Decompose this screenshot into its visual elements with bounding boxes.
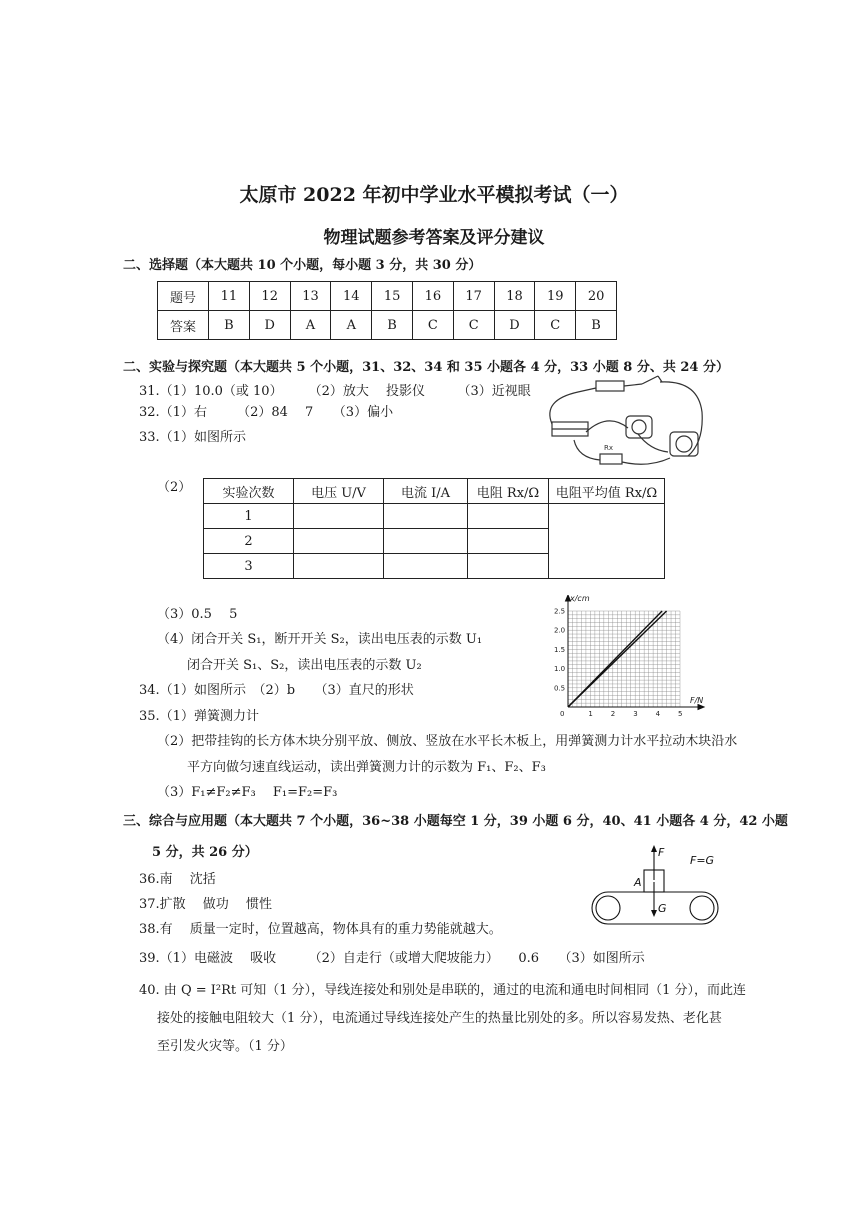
circuit-wire <box>624 384 642 386</box>
circuit-diagram <box>538 372 710 472</box>
x-tick-label: 4 <box>655 710 661 718</box>
question-number: 19 <box>535 282 576 311</box>
empty-cell <box>294 554 384 579</box>
answer-table <box>157 281 617 340</box>
section3-heading-a: 三、综合与应用题（本大题共 7 个小题，36~38 小题每空 1 分，39 小题 6 分，40、41 小题各 4 分，42 小题 <box>123 814 788 829</box>
question-number: 12 <box>249 282 290 311</box>
section2-heading: 二、实验与探究题（本大题共 5 个小题，31、32、34 和 35 小题各 4 分，33 小题 8 分、共 24 分） <box>123 360 729 375</box>
y-axis-label: x/cm <box>570 595 590 603</box>
empty-cell <box>294 529 384 554</box>
question-number: 16 <box>412 282 453 311</box>
trial-number: 2 <box>204 529 294 554</box>
spring-graph <box>548 595 710 721</box>
answer-32: 32.（1）右 （2）84 7 （3）偏小 <box>139 405 394 420</box>
section3-heading-b: 5 分，共 26 分） <box>152 845 258 860</box>
force-label-f: F <box>658 846 665 859</box>
column-header: 电压 U/V <box>294 479 384 504</box>
answer-cell: D <box>249 311 290 340</box>
belt-roller-right <box>690 896 714 920</box>
y-tick-label: 2.5 <box>554 607 566 616</box>
block-label-a: A <box>634 876 642 889</box>
question-number: 17 <box>453 282 494 311</box>
x-tick-label: 1 <box>588 710 593 718</box>
empty-cell <box>294 504 384 529</box>
answer-34: 34.（1）如图所示 （2）b （3）直尺的形状 <box>139 683 414 698</box>
x-tick-label: 2 <box>610 710 616 718</box>
answer-33-2-label: （2） <box>157 480 192 495</box>
empty-cell <box>384 529 468 554</box>
answer-40c: 至引发火灾等。（1 分） <box>157 1039 293 1054</box>
force-label-g: G <box>658 902 667 915</box>
answer-cell: B <box>372 311 413 340</box>
x-tick-label: 3 <box>633 710 638 718</box>
arrowhead-down <box>651 910 657 917</box>
answer-cell: C <box>453 311 494 340</box>
force-diagram <box>588 842 724 926</box>
y-tick-label: 2.0 <box>554 626 566 635</box>
circuit-wire <box>550 388 596 424</box>
column-header: 电阻平均值 Rx/Ω <box>549 479 665 504</box>
circuit-wire <box>586 421 628 432</box>
y-tick-label: 1.5 <box>554 645 566 654</box>
force-equation: F=G <box>690 854 715 867</box>
question-number: 20 <box>576 282 617 311</box>
answer-35-2a: （2）把带挂钩的长方体木块分别平放、侧放、竖放在水平长木板上，用弹簧测力计水平拉动木块沿水 <box>157 734 738 749</box>
column-header: 电流 I/A <box>384 479 468 504</box>
trial-number: 1 <box>204 504 294 529</box>
question-number: 11 <box>209 282 250 311</box>
answer-35-3: （3）F₁≠F₂≠F₃ F₁=F₂=F₃ <box>157 785 338 800</box>
answer-37: 37.扩散 做功 惯性 <box>139 897 272 912</box>
x-tick-label: 5 <box>678 710 683 718</box>
data-line-line2 <box>568 611 662 707</box>
average-cell <box>549 504 665 579</box>
x-axis-label: F/N <box>690 696 704 705</box>
section1-heading: 二、选择题（本大题共 10 个小题，每小题 3 分，共 30 分） <box>123 258 482 273</box>
answer-40b: 接处的接触电阻较大（1 分），电流通过导线连接处产生的热量比别处的多。所以容易发热、老化甚 <box>157 1011 722 1026</box>
table-header-row <box>204 479 665 504</box>
empty-cell <box>384 504 468 529</box>
table-row-label: 题号 <box>158 282 209 311</box>
origin-label: 0 <box>560 710 565 718</box>
arrowhead-up <box>651 845 657 852</box>
answer-33-4a: （4）闭合开关 S₁，断开开关 S₂，读出电压表的示数 U₁ <box>157 632 483 647</box>
answer-40a: 40. 由 Q = I²Rt 可知（1 分），导线连接处和别处是串联的，通过的电流和通电时间相同（1 分），而此连 <box>139 983 747 998</box>
circuit-wire <box>622 458 670 464</box>
y-tick-label: 0.5 <box>554 684 566 693</box>
answer-35-2b: 平方向做匀速直线运动，读出弹簧测力计的示数为 F₁、F₂、F₃ <box>187 760 546 775</box>
answer-33-3: （3）0.5 5 <box>157 607 238 622</box>
page-title: 太原市 2022 年初中学业水平模拟考试（一） <box>239 184 629 206</box>
answer-cell: A <box>331 311 372 340</box>
resistor-icon <box>600 454 622 464</box>
y-tick-label: 1.0 <box>554 665 566 674</box>
answer-cell: C <box>412 311 453 340</box>
circuit-wire <box>574 440 600 460</box>
answer-cell: B <box>209 311 250 340</box>
circuit-wire <box>660 382 702 456</box>
answer-cell: C <box>535 311 576 340</box>
answer-38: 38.有 质量一定时，位置越高，物体具有的重力势能就越大。 <box>139 922 502 937</box>
belt-roller-left <box>596 896 620 920</box>
answer-cell: A <box>290 311 331 340</box>
question-number: 15 <box>372 282 413 311</box>
answer-31: 31.（1）10.0（或 10） （2）放大 投影仪 （3）近视眼 <box>139 384 531 399</box>
answer-table-number-row <box>158 282 617 311</box>
answer-36: 36.南 沈括 <box>139 872 216 887</box>
circuit-wire <box>638 434 668 452</box>
answer-35-1: 35.（1）弹簧测力计 <box>139 709 259 724</box>
question-number: 14 <box>331 282 372 311</box>
column-header: 电阻 Rx/Ω <box>468 479 549 504</box>
empty-cell <box>468 504 549 529</box>
empty-cell <box>468 554 549 579</box>
table-row <box>204 504 665 529</box>
answer-cell: B <box>576 311 617 340</box>
table-row-label: 答案 <box>158 311 209 340</box>
question-number: 13 <box>290 282 331 311</box>
empty-cell <box>384 554 468 579</box>
trial-number: 3 <box>204 554 294 579</box>
empty-cell <box>468 529 549 554</box>
x-axis-arrow-icon <box>698 705 704 710</box>
answer-cell: D <box>494 311 535 340</box>
answer-39: 39.（1）电磁波 吸收 （2）自走行（或增大爬坡能力） 0.6 （3）如图所示 <box>139 951 645 966</box>
column-header: 实验次数 <box>204 479 294 504</box>
answer-33-4b: 闭合开关 S₁、S₂，读出电压表的示数 U₂ <box>187 658 422 673</box>
answer-table-answer-row <box>158 311 617 340</box>
question-number: 18 <box>494 282 535 311</box>
switch-icon <box>642 376 662 384</box>
answer-33-1: 33.（1）如图所示 <box>139 430 246 445</box>
experiment-table <box>203 478 665 579</box>
page-subtitle: 物理试题参考答案及评分建议 <box>323 228 545 248</box>
battery-icon <box>596 381 624 391</box>
resistor-label: Rx <box>604 444 614 452</box>
